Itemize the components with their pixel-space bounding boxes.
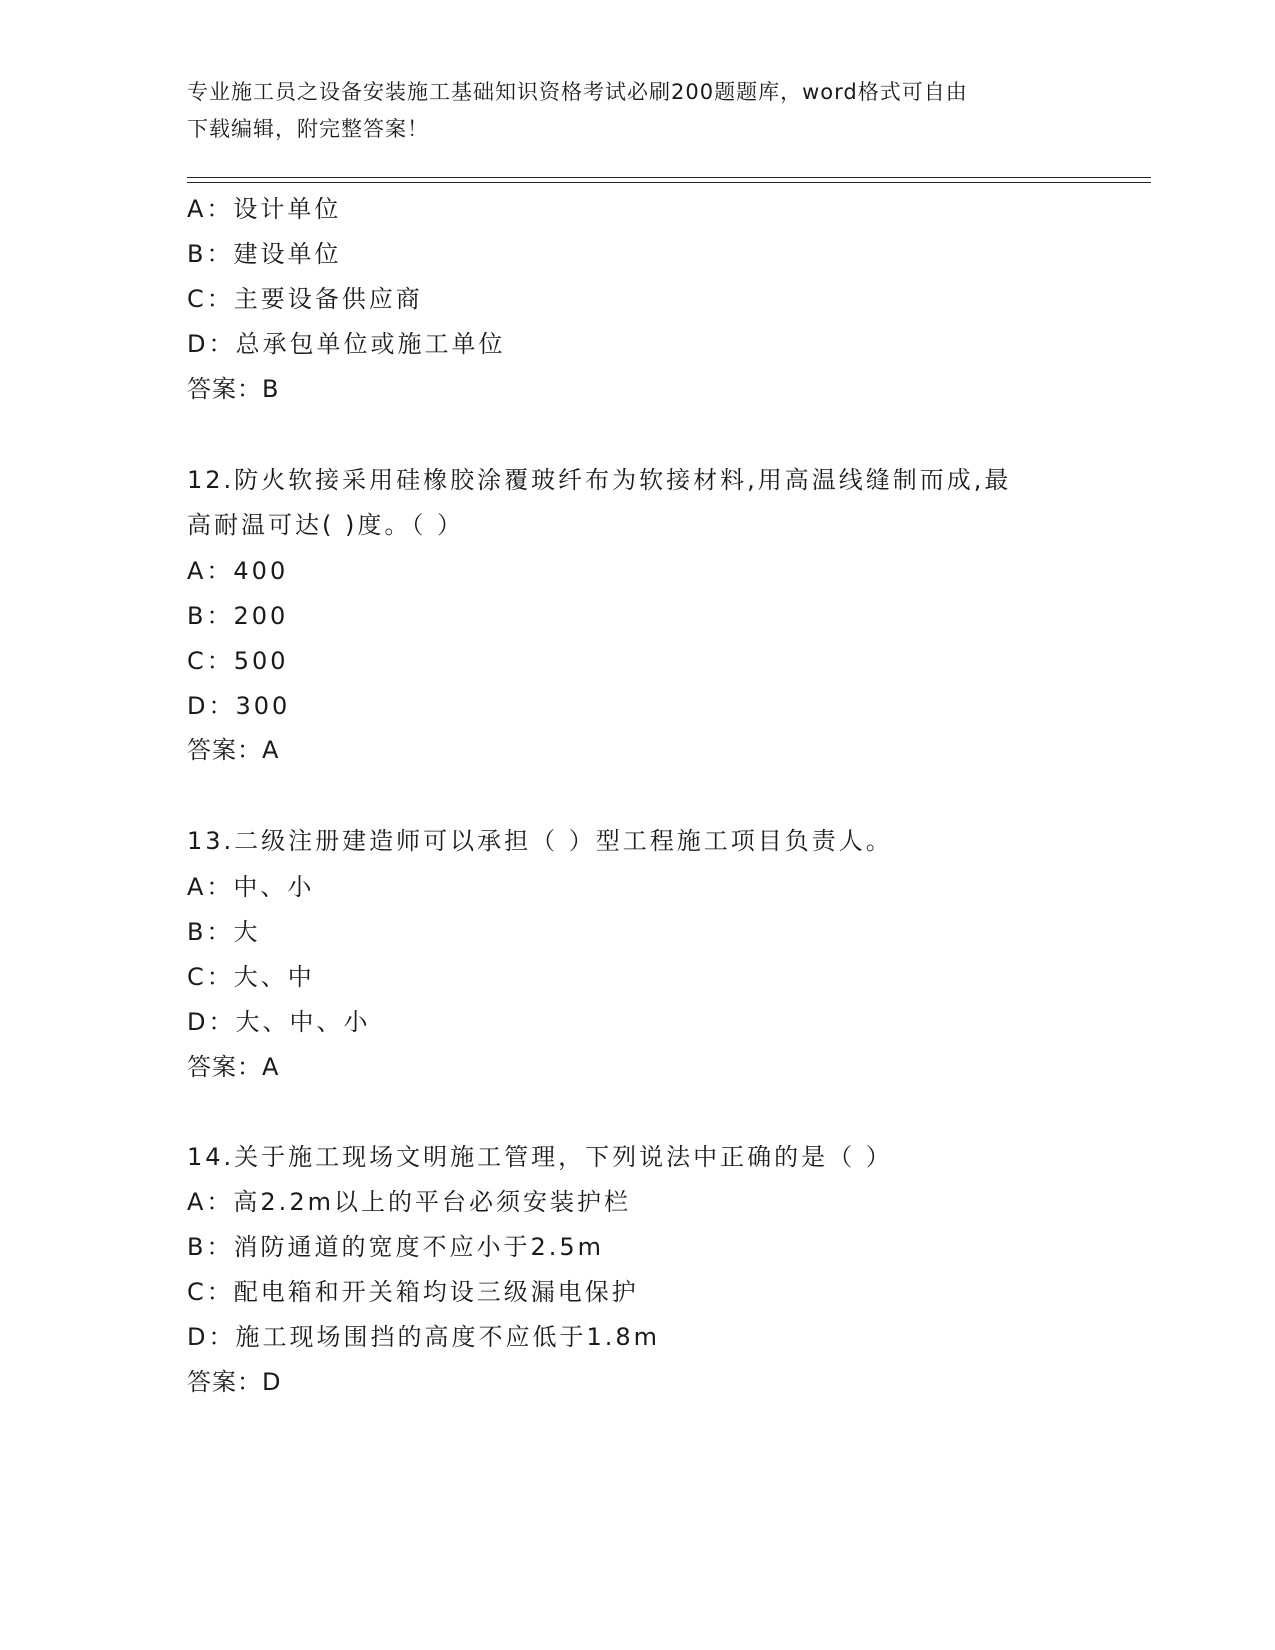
header-line-1: 专业施工员之设备安装施工基础知识资格考试必刷200题题库，word格式可自由: [187, 80, 968, 104]
q14-option-a: A：高2.2m以上的平台必须安装护栏: [187, 1188, 631, 1216]
q11-option-a: A：设计单位: [187, 195, 342, 223]
document-header: [187, 74, 1087, 148]
q13-option-b: B：大: [187, 918, 261, 946]
header-line-2: 下载编辑，附完整答案！: [187, 117, 429, 141]
q12-option-b: B：200: [187, 602, 289, 630]
q14-option-d: D：施工现场围挡的高度不应低于1.8m: [187, 1323, 661, 1351]
q11-option-d: D：总承包单位或施工单位: [187, 330, 506, 358]
q11-option-c: C：主要设备供应商: [187, 285, 423, 313]
q13-answer: 答案：A: [187, 1053, 280, 1081]
header-divider-top: [187, 177, 1151, 178]
q12-stem-line-2: 高耐温可达( )度。（ ）: [187, 511, 464, 539]
q12-answer: 答案：A: [187, 736, 280, 764]
q11-answer: 答案：B: [187, 375, 280, 403]
q14-stem: 14.关于施工现场文明施工管理，下列说法中正确的是（ ）: [187, 1143, 893, 1171]
q13-option-a: A：中、小: [187, 873, 315, 901]
q13-option-d: D：大、中、小: [187, 1008, 371, 1036]
q14-option-b: B：消防通道的宽度不应小于2.5m: [187, 1233, 605, 1261]
q12-option-d: D：300: [187, 692, 291, 720]
q14-option-c: C：配电箱和开关箱均设三级漏电保护: [187, 1278, 639, 1306]
q12-option-a: A：400: [187, 557, 289, 585]
q11-option-b: B：建设单位: [187, 240, 342, 268]
q14-answer: 答案：D: [187, 1368, 282, 1396]
q13-option-c: C：大、中: [187, 963, 315, 991]
header-divider-bottom: [187, 182, 1151, 183]
q12-option-c: C：500: [187, 647, 289, 675]
q12-stem-line-1: 12.防火软接采用硅橡胶涂覆玻纤布为软接材料,用高温线缝制而成,最: [187, 466, 1012, 494]
q13-stem: 13.二级注册建造师可以承担（ ）型工程施工项目负责人。: [187, 827, 893, 855]
